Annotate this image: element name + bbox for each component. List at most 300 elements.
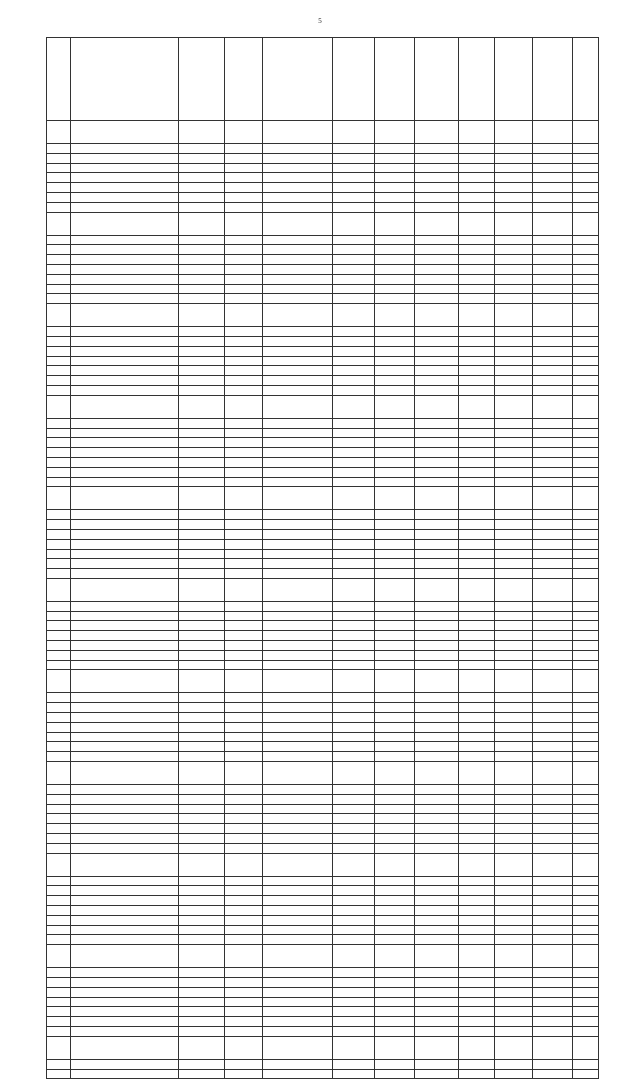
table-cell (179, 742, 225, 752)
table-cell (533, 202, 573, 212)
table-cell (495, 366, 533, 376)
table-cell (375, 467, 415, 477)
table-cell (375, 1007, 415, 1017)
table-cell (533, 173, 573, 183)
table-cell (375, 144, 415, 154)
table-cell (375, 477, 415, 487)
table-cell (263, 529, 333, 539)
table-cell (263, 670, 333, 693)
table-row (47, 631, 599, 641)
table-cell (179, 192, 225, 202)
table-cell (225, 448, 263, 458)
table-cell (375, 428, 415, 438)
table-cell (415, 742, 459, 752)
table-cell (375, 284, 415, 294)
table-cell (533, 569, 573, 579)
table-cell (179, 487, 225, 510)
table-cell (415, 356, 459, 366)
table-cell (71, 163, 179, 173)
table-row (47, 794, 599, 804)
table-cell (71, 304, 179, 327)
table-cell (459, 660, 495, 670)
table-cell (333, 418, 375, 428)
table-cell (495, 834, 533, 844)
table-cell (415, 752, 459, 762)
table-cell (225, 569, 263, 579)
table-cell (459, 284, 495, 294)
table-cell (415, 448, 459, 458)
table-cell (179, 235, 225, 245)
table-row (47, 945, 599, 968)
table-cell (495, 376, 533, 386)
table-cell (47, 621, 71, 631)
table-cell (459, 834, 495, 844)
table-cell (375, 578, 415, 601)
table-cell (263, 376, 333, 386)
table-cell (333, 703, 375, 713)
table-cell (71, 245, 179, 255)
table-cell (71, 794, 179, 804)
table-cell (375, 794, 415, 804)
table-cell (415, 192, 459, 202)
table-cell (573, 834, 599, 844)
table-cell (179, 713, 225, 723)
table-cell (459, 356, 495, 366)
table-cell (225, 510, 263, 520)
table-cell (415, 284, 459, 294)
table-cell (415, 294, 459, 304)
table-cell (533, 601, 573, 611)
table-cell (573, 906, 599, 916)
table-cell (495, 520, 533, 530)
table-cell (225, 153, 263, 163)
table-cell (47, 935, 71, 945)
table-cell (263, 202, 333, 212)
table-cell (459, 1007, 495, 1017)
table-cell (415, 1069, 459, 1079)
table-cell (263, 163, 333, 173)
table-cell (495, 192, 533, 202)
table-cell (495, 477, 533, 487)
table-cell (333, 693, 375, 703)
table-cell (533, 670, 573, 693)
table-cell (533, 987, 573, 997)
table-cell (415, 327, 459, 337)
table-cell (375, 395, 415, 418)
table-cell (179, 418, 225, 428)
table-cell (333, 245, 375, 255)
table-cell (573, 255, 599, 265)
table-cell (573, 1017, 599, 1027)
table-cell (47, 670, 71, 693)
table-cell (333, 935, 375, 945)
table-cell (47, 578, 71, 601)
table-cell (71, 1007, 179, 1017)
table-cell (179, 1069, 225, 1079)
table-cell (495, 611, 533, 621)
table-cell (375, 896, 415, 906)
table-cell (415, 559, 459, 569)
table-cell (375, 886, 415, 896)
table-cell (179, 762, 225, 785)
table-row (47, 896, 599, 906)
table-cell (495, 264, 533, 274)
table-cell (375, 202, 415, 212)
table-cell (225, 621, 263, 631)
table-row (47, 376, 599, 386)
table-row (47, 235, 599, 245)
table-cell (263, 467, 333, 477)
table-cell (47, 1069, 71, 1079)
table-cell (263, 428, 333, 438)
table-cell (495, 987, 533, 997)
table-cell (495, 1017, 533, 1027)
table-row (47, 853, 599, 876)
table-cell (573, 1036, 599, 1059)
table-cell (459, 559, 495, 569)
table-cell (263, 395, 333, 418)
table-cell (573, 814, 599, 824)
table-row (47, 650, 599, 660)
table-cell (495, 641, 533, 651)
table-cell (375, 1026, 415, 1036)
table-cell (415, 660, 459, 670)
table-cell (225, 121, 263, 144)
table-cell (179, 467, 225, 477)
table-cell (495, 153, 533, 163)
table-cell (47, 121, 71, 144)
table-cell (333, 722, 375, 732)
table-cell (533, 376, 573, 386)
table-cell (533, 366, 573, 376)
table-cell (415, 631, 459, 641)
table-row (47, 814, 599, 824)
table-cell (415, 925, 459, 935)
table-cell (225, 762, 263, 785)
table-cell (375, 121, 415, 144)
table-cell (495, 448, 533, 458)
table-cell (179, 1036, 225, 1059)
table-cell (415, 520, 459, 530)
table-cell (47, 356, 71, 366)
table-cell (47, 202, 71, 212)
table-row (47, 144, 599, 154)
table-cell (459, 569, 495, 579)
table-row (47, 693, 599, 703)
table-cell (415, 467, 459, 477)
table-cell (71, 539, 179, 549)
table-cell (71, 448, 179, 458)
table-cell (47, 742, 71, 752)
table-cell (263, 520, 333, 530)
table-cell (179, 997, 225, 1007)
table-cell (225, 670, 263, 693)
table-cell (225, 834, 263, 844)
table-cell (71, 945, 179, 968)
table-cell (495, 487, 533, 510)
table-cell (459, 366, 495, 376)
table-cell (459, 510, 495, 520)
table-cell (533, 183, 573, 193)
table-cell (495, 935, 533, 945)
table-cell (573, 477, 599, 487)
table-cell (459, 611, 495, 621)
table-cell (225, 641, 263, 651)
table-cell (47, 794, 71, 804)
table-cell (533, 255, 573, 265)
table-cell (263, 346, 333, 356)
table-cell (333, 660, 375, 670)
table-cell (459, 264, 495, 274)
table-cell (47, 611, 71, 621)
table-cell (415, 732, 459, 742)
table-cell (573, 935, 599, 945)
table-cell (495, 144, 533, 154)
table-cell (459, 457, 495, 467)
table-cell (459, 173, 495, 183)
table-cell (573, 520, 599, 530)
table-cell (263, 569, 333, 579)
table-cell (573, 742, 599, 752)
header-cell (533, 38, 573, 121)
table-cell (533, 539, 573, 549)
table-cell (573, 346, 599, 356)
table-cell (495, 1026, 533, 1036)
header-cell (47, 38, 71, 121)
table-cell (263, 418, 333, 428)
table-cell (459, 477, 495, 487)
table-cell (415, 968, 459, 978)
table-cell (533, 762, 573, 785)
table-cell (573, 284, 599, 294)
table-cell (333, 853, 375, 876)
table-cell (533, 284, 573, 294)
table-cell (533, 520, 573, 530)
table-cell (263, 578, 333, 601)
table-cell (459, 192, 495, 202)
table-cell (47, 824, 71, 834)
table-cell (333, 284, 375, 294)
table-cell (495, 529, 533, 539)
table-cell (533, 804, 573, 814)
table-row (47, 722, 599, 732)
table-cell (533, 650, 573, 660)
table-cell (415, 824, 459, 834)
table-cell (375, 356, 415, 366)
table-cell (573, 356, 599, 366)
table-cell (263, 804, 333, 814)
table-cell (225, 428, 263, 438)
table-cell (333, 336, 375, 346)
table-cell (415, 376, 459, 386)
table-cell (333, 121, 375, 144)
table-cell (179, 559, 225, 569)
table-cell (459, 327, 495, 337)
table-cell (533, 693, 573, 703)
table-cell (415, 245, 459, 255)
table-cell (263, 732, 333, 742)
table-cell (225, 529, 263, 539)
table-cell (225, 395, 263, 418)
table-cell (47, 336, 71, 346)
table-cell (573, 202, 599, 212)
table-cell (533, 631, 573, 641)
table-cell (179, 255, 225, 265)
table-row (47, 732, 599, 742)
table-cell (47, 915, 71, 925)
table-cell (375, 510, 415, 520)
table-cell (533, 752, 573, 762)
table-cell (179, 1026, 225, 1036)
table-cell (47, 641, 71, 651)
header-cell (263, 38, 333, 121)
table-cell (415, 418, 459, 428)
table-cell (263, 366, 333, 376)
table-cell (47, 385, 71, 395)
table-cell (573, 794, 599, 804)
table-cell (333, 804, 375, 814)
table-cell (375, 418, 415, 428)
table-cell (459, 843, 495, 853)
table-cell (573, 153, 599, 163)
table-cell (225, 294, 263, 304)
table-cell (263, 1036, 333, 1059)
table-cell (533, 794, 573, 804)
table-cell (573, 713, 599, 723)
table-row (47, 153, 599, 163)
table-cell (495, 843, 533, 853)
table-cell (225, 722, 263, 732)
table-cell (225, 843, 263, 853)
table-cell (47, 264, 71, 274)
table-cell (333, 153, 375, 163)
table-cell (459, 376, 495, 386)
table-cell (573, 559, 599, 569)
table-row (47, 935, 599, 945)
table-cell (573, 915, 599, 925)
table-cell (375, 336, 415, 346)
table-cell (573, 611, 599, 621)
table-row (47, 611, 599, 621)
table-cell (179, 385, 225, 395)
table-cell (263, 621, 333, 631)
table-cell (71, 742, 179, 752)
table-cell (495, 428, 533, 438)
table-cell (459, 762, 495, 785)
table-cell (179, 1017, 225, 1027)
table-cell (333, 385, 375, 395)
table-cell (573, 843, 599, 853)
table-cell (375, 804, 415, 814)
table-cell (71, 670, 179, 693)
table-cell (47, 732, 71, 742)
table-cell (333, 264, 375, 274)
table-cell (533, 448, 573, 458)
table-cell (459, 395, 495, 418)
table-cell (495, 742, 533, 752)
table-row (47, 1007, 599, 1017)
table-cell (71, 549, 179, 559)
table-cell (179, 945, 225, 968)
table-cell (495, 886, 533, 896)
table-cell (459, 183, 495, 193)
table-cell (415, 202, 459, 212)
table-cell (495, 346, 533, 356)
table-cell (533, 245, 573, 255)
table-row (47, 163, 599, 173)
table-cell (573, 876, 599, 886)
table-cell (225, 814, 263, 824)
table-cell (179, 183, 225, 193)
table-cell (71, 906, 179, 916)
table-cell (179, 824, 225, 834)
table-cell (179, 722, 225, 732)
table-cell (459, 804, 495, 814)
table-cell (415, 385, 459, 395)
table-cell (415, 153, 459, 163)
table-cell (225, 418, 263, 428)
table-cell (495, 294, 533, 304)
table-cell (415, 611, 459, 621)
table-cell (333, 304, 375, 327)
table-row (47, 621, 599, 631)
table-cell (375, 1017, 415, 1027)
table-cell (459, 294, 495, 304)
table-cell (533, 578, 573, 601)
table-cell (179, 395, 225, 418)
table-cell (573, 703, 599, 713)
table-cell (179, 794, 225, 804)
table-cell (71, 814, 179, 824)
table-cell (263, 336, 333, 346)
table-cell (533, 336, 573, 346)
table-cell (47, 173, 71, 183)
table-cell (263, 284, 333, 294)
table-cell (179, 457, 225, 467)
table-cell (495, 356, 533, 366)
table-cell (533, 559, 573, 569)
table-cell (415, 896, 459, 906)
table-cell (495, 1059, 533, 1069)
table-cell (573, 945, 599, 968)
table-cell (573, 1007, 599, 1017)
table-cell (47, 235, 71, 245)
table-row (47, 713, 599, 723)
table-cell (533, 785, 573, 795)
table-cell (225, 144, 263, 154)
table-cell (71, 804, 179, 814)
table-cell (573, 1069, 599, 1079)
table-cell (47, 520, 71, 530)
table-cell (533, 1026, 573, 1036)
table-cell (263, 549, 333, 559)
table-cell (179, 153, 225, 163)
table-cell (263, 448, 333, 458)
table-cell (225, 385, 263, 395)
table-cell (573, 245, 599, 255)
table-cell (225, 366, 263, 376)
table-cell (375, 703, 415, 713)
table-cell (495, 670, 533, 693)
table-cell (533, 395, 573, 418)
table-cell (459, 824, 495, 834)
table-cell (495, 549, 533, 559)
table-cell (333, 611, 375, 621)
table-cell (573, 183, 599, 193)
table-cell (495, 569, 533, 579)
table-cell (179, 1007, 225, 1017)
table-cell (415, 843, 459, 853)
